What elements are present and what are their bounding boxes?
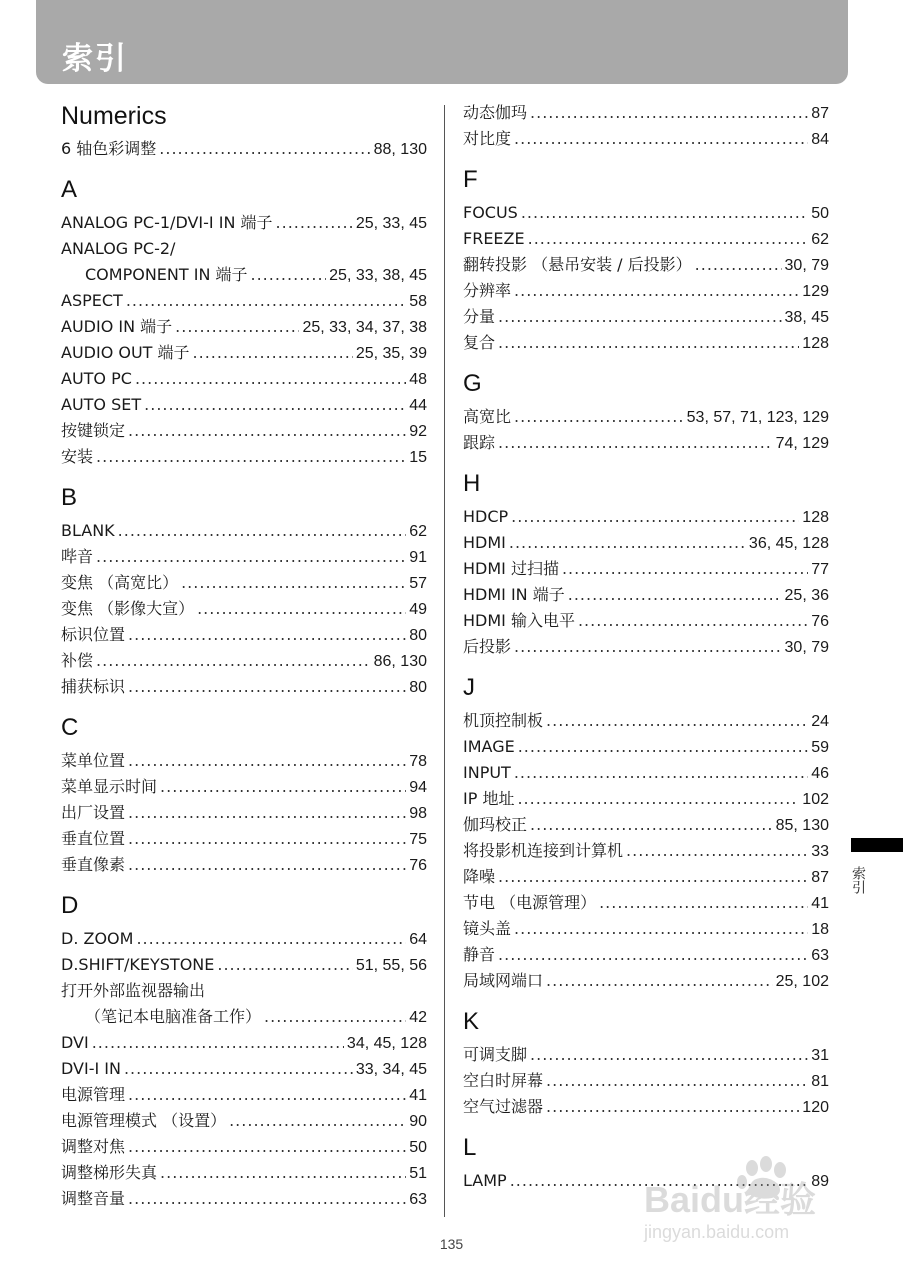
entry-pages: 94 [409,779,427,796]
index-entry [463,556,829,582]
entry-pages: 33, 34, 45 [355,1061,427,1078]
dot-leader [521,200,808,226]
entry-pages: 59 [811,739,829,756]
entry-label: HDCP [463,507,509,526]
dot-leader [128,1186,406,1212]
entry-pages: 49 [409,601,427,618]
entry-pages: 51 [409,1165,427,1182]
index-entry [463,708,829,734]
section-heading: L [463,1134,477,1161]
dot-leader [498,430,773,456]
dot-leader [546,708,808,734]
index-section [61,100,427,162]
entry-pages: 77 [811,561,829,578]
entry-label: 降噪 [463,867,496,886]
dot-leader [509,530,746,556]
index-entry [61,340,427,366]
dot-leader [96,444,406,470]
entry-label: FOCUS [463,203,518,222]
section-heading: Numerics [61,102,167,130]
entry-label: ANALOG PC-2/ [61,239,176,258]
index-entry [463,890,829,916]
entry-pages: 128 [802,509,829,526]
entry-pages: 36, 45, 128 [748,535,829,552]
index-entry [463,200,829,226]
dot-leader [498,942,808,968]
entry-label: AUTO SET [61,395,142,414]
index-column-right [463,100,829,1206]
index-entry [61,366,427,392]
index-entry [463,864,829,890]
page-title: 索引 [62,41,128,77]
entry-pages: 50 [811,205,829,222]
watermark-text: Baidu经验 [644,1179,817,1220]
dot-leader [514,634,782,660]
dot-leader [128,800,406,826]
index-entry [61,952,427,978]
section-heading: B [61,484,78,511]
index-entry [463,304,829,330]
entry-label: 菜单位置 [61,751,126,770]
index-entry [61,1108,427,1134]
entry-label: DVI [61,1033,89,1052]
index-entry [61,1160,427,1186]
entry-label: HDMI 过扫描 [463,559,559,578]
entry-pages: 33 [811,843,829,860]
dot-leader [128,1082,406,1108]
entry-pages: 44 [409,397,427,414]
index-entry [463,404,829,430]
baidu-watermark-logo [642,1150,862,1245]
entry-label: 空气过滤器 [463,1097,544,1116]
index-section [463,1006,829,1120]
index-column-left [61,100,427,1224]
entry-pages: 63 [409,1191,427,1208]
entry-pages: 41 [409,1087,427,1104]
entry-pages: 48 [409,371,427,388]
index-entry [463,278,829,304]
entry-label: 调整音量 [61,1189,126,1208]
entry-pages: 31 [811,1047,829,1064]
dot-leader [514,404,684,430]
dot-leader [264,1004,406,1030]
entry-pages: 38, 45 [784,309,829,326]
entry-label: 高宽比 [463,407,512,426]
entry-pages: 90 [409,1113,427,1130]
dot-leader [96,648,371,674]
index-entry [61,852,427,878]
dot-leader [562,556,808,582]
entry-pages: 30, 79 [784,257,829,274]
index-section [61,890,427,1212]
entry-label: 捕获标识 [61,677,126,696]
index-entry [463,734,829,760]
dot-leader [528,226,809,252]
dot-leader [517,786,799,812]
index-entry [463,916,829,942]
entry-label: 跟踪 [463,433,496,452]
index-entry [463,968,829,994]
section-heading: G [463,370,482,397]
entry-pages: 63 [811,947,829,964]
dot-leader [511,504,799,530]
index-entry [463,608,829,634]
entry-pages: 102 [802,791,829,808]
dot-leader [498,864,808,890]
dot-leader [599,890,808,916]
index-entry [61,978,427,1004]
dot-leader [276,210,353,236]
dot-leader [217,952,352,978]
index-entry [463,126,829,152]
entry-label: 按键锁定 [61,421,126,440]
entry-pages: 58 [409,293,427,310]
entry-pages: 53, 57, 71, 123, 129 [686,409,829,426]
index-entry [463,942,829,968]
entry-pages: 42 [409,1009,427,1026]
index-entry [61,236,427,262]
entry-label: IMAGE [463,737,515,756]
dot-leader [197,596,406,622]
index-entry [463,634,829,660]
entry-label: 分辨率 [463,281,512,300]
entry-label: 6 轴色彩调整 [61,139,157,158]
entry-label: FREEZE [463,229,525,248]
index-entry [463,226,829,252]
entry-label: INPUT [463,763,511,782]
index-entry [61,570,427,596]
entry-label: HDMI 输入电平 [463,611,575,630]
entry-pages: 62 [811,231,829,248]
entry-pages: 24 [811,713,829,730]
index-entry [61,518,427,544]
entry-pages: 80 [409,679,427,696]
index-entry [61,288,427,314]
index-entry [61,1056,427,1082]
entry-label: AUDIO IN 端子 [61,317,173,336]
section-heading: K [463,1008,480,1035]
page-number: 135 [439,1236,464,1252]
section-heading: D [61,892,79,919]
dot-leader [128,852,406,878]
entry-label: 节电 （电源管理） [463,893,597,912]
index-entry [61,800,427,826]
index-entry [463,1042,829,1068]
entry-pages: 75 [409,831,427,848]
entry-pages: 128 [802,335,829,352]
entry-label: 对比度 [463,129,512,148]
dot-leader [546,1094,799,1120]
index-entry [61,1030,427,1056]
entry-pages: 89 [811,1173,829,1190]
entry-pages: 25, 33, 38, 45 [329,267,427,284]
dot-leader [695,252,782,278]
index-entry [61,622,427,648]
index-entry [61,926,427,952]
section-heading: F [463,166,478,193]
dot-leader [128,826,406,852]
dot-leader [96,544,406,570]
section-heading: C [61,714,79,741]
index-entry [463,812,829,838]
entry-label: 静音 [463,945,496,964]
entry-pages: 64 [409,931,427,948]
entry-label: 空白时屏幕 [463,1071,544,1090]
entry-label: HDMI IN 端子 [463,585,565,604]
side-tab-label: 索引 [850,866,866,894]
entry-label: IP 地址 [463,789,515,808]
entry-label: 镜头盖 [463,919,512,938]
entry-label: 打开外部监视器输出 [61,981,206,1000]
entry-pages: 76 [811,613,829,630]
dot-leader [160,774,406,800]
entry-pages: 91 [409,549,427,566]
index-section [463,100,829,152]
dot-leader [514,760,808,786]
dot-leader [126,288,406,314]
entry-pages: 25, 102 [775,973,829,990]
index-entry [61,1082,427,1108]
entry-label: D.SHIFT/KEYSTONE [61,955,215,974]
dot-leader [546,1068,808,1094]
entry-pages: 87 [811,869,829,886]
entry-label: D. ZOOM [61,929,134,948]
entry-pages: 76 [409,857,427,874]
entry-label: DVI-I IN [61,1059,121,1078]
dot-leader [128,674,406,700]
index-entry [463,582,829,608]
entry-label: 复合 [463,333,496,352]
dot-leader [135,366,406,392]
dot-leader [128,418,406,444]
entry-pages: 34, 45, 128 [346,1035,427,1052]
entry-label: 变焦 （高宽比） [61,573,179,592]
dot-leader [92,1030,344,1056]
index-entry [61,674,427,700]
index-entry [61,826,427,852]
entry-pages: 85, 130 [775,817,829,834]
dot-leader [128,622,406,648]
entry-label: 哔音 [61,547,94,566]
dot-leader [193,340,353,366]
dot-leader [181,570,406,596]
index-entry [463,530,829,556]
index-section [61,712,427,878]
index-entry [463,430,829,456]
entry-label: 安装 [61,447,94,466]
column-divider [444,105,445,1217]
entry-label: AUTO PC [61,369,132,388]
entry-pages: 120 [802,1099,829,1116]
index-entry [463,252,829,278]
index-entry [463,1068,829,1094]
entry-pages: 62 [409,523,427,540]
dot-leader [498,330,799,356]
entry-label: 垂直像素 [61,855,126,874]
entry-label: 标识位置 [61,625,126,644]
section-heading: H [463,470,481,497]
entry-label: 局域网端口 [463,971,544,990]
dot-leader [546,968,773,994]
index-section [463,468,829,660]
dot-leader [498,304,782,330]
entry-pages: 25, 35, 39 [355,345,427,362]
entry-label: 后投影 [463,637,512,656]
dot-leader [128,1134,406,1160]
dot-leader [144,392,406,418]
index-entry [463,838,829,864]
index-entry [61,1004,427,1030]
index-entry [61,648,427,674]
entry-label: 变焦 （影像大宣） [61,599,195,618]
index-entry [61,210,427,236]
entry-pages: 92 [409,423,427,440]
entry-pages: 46 [811,765,829,782]
entry-pages: 30, 79 [784,639,829,656]
index-entry [463,504,829,530]
entry-pages: 57 [409,575,427,592]
entry-label: ASPECT [61,291,123,310]
dot-leader [159,136,370,162]
dot-leader [514,126,808,152]
index-entry [463,330,829,356]
index-section [463,368,829,456]
index-entry [61,136,427,162]
dot-leader [175,314,299,340]
entry-pages: 18 [811,921,829,938]
dot-leader [124,1056,353,1082]
side-tab-marker [851,838,903,852]
entry-pages: 25, 36 [784,587,829,604]
entry-label: AUDIO OUT 端子 [61,343,190,362]
entry-label: （笔记本电脑准备工作） [85,1007,262,1026]
entry-pages: 25, 33, 34, 37, 38 [302,319,427,336]
entry-pages: 86, 130 [373,653,427,670]
entry-label: 电源管理 [61,1085,126,1104]
entry-label: 出厂设置 [61,803,126,822]
dot-leader [514,916,808,942]
dot-leader [160,1160,406,1186]
dot-leader [514,278,799,304]
entry-label: 菜单显示时间 [61,777,158,796]
entry-pages: 50 [409,1139,427,1156]
entry-pages: 98 [409,805,427,822]
entry-label: 调整梯形失真 [61,1163,158,1182]
dot-leader [229,1108,406,1134]
index-entry [61,1134,427,1160]
index-entry [61,418,427,444]
index-section [61,482,427,700]
index-section [463,164,829,356]
dot-leader [518,734,809,760]
entry-pages: 87 [811,105,829,122]
entry-label: COMPONENT IN 端子 [85,265,248,284]
section-heading: J [463,674,475,701]
entry-pages: 129 [802,283,829,300]
header-bar [36,0,848,84]
entry-pages: 15 [409,449,427,466]
entry-label: 补偿 [61,651,94,670]
entry-pages: 80 [409,627,427,644]
entry-pages: 88, 130 [373,141,427,158]
dot-leader [128,748,406,774]
index-entry [463,786,829,812]
entry-label: 可调支脚 [463,1045,528,1064]
entry-label: 动态伽玛 [463,103,528,122]
index-section [61,174,427,470]
index-entry [61,444,427,470]
index-entry [463,100,829,126]
entry-label: HDMI [463,533,506,552]
entry-pages: 78 [409,753,427,770]
section-heading: A [61,176,78,203]
entry-pages: 41 [811,895,829,912]
dot-leader [530,812,773,838]
entry-pages: 84 [811,131,829,148]
entry-pages: 81 [811,1073,829,1090]
watermark-url: jingyan.baidu.com [644,1222,790,1242]
entry-label: 机顶控制板 [463,711,544,730]
dot-leader [578,608,808,634]
entry-label: 翻转投影 （悬吊安装 / 后投影） [463,255,692,274]
entry-label: BLANK [61,521,115,540]
entry-label: ANALOG PC-1/DVI-I IN 端子 [61,213,273,232]
entry-label: 分量 [463,307,496,326]
dot-leader [568,582,782,608]
index-entry [463,1094,829,1120]
entry-label: 调整对焦 [61,1137,126,1156]
index-entry [61,544,427,570]
index-entry [61,1186,427,1212]
entry-pages: 25, 33, 45 [355,215,427,232]
index-entry [61,392,427,418]
index-entry [61,314,427,340]
dot-leader [251,262,327,288]
dot-leader [626,838,808,864]
dot-leader [136,926,406,952]
index-entry [61,596,427,622]
index-entry [61,748,427,774]
index-entry [463,760,829,786]
dot-leader [530,100,808,126]
dot-leader [530,1042,808,1068]
entry-label: 伽玛校正 [463,815,528,834]
entry-label: 垂直位置 [61,829,126,848]
entry-label: 将投影机连接到计算机 [463,841,624,860]
index-entry [61,774,427,800]
entry-pages: 51, 55, 56 [355,957,427,974]
entry-label: LAMP [463,1171,507,1190]
entry-pages: 74, 129 [775,435,829,452]
index-section [463,672,829,994]
dot-leader [118,518,407,544]
entry-label: 电源管理模式 （设置） [61,1111,227,1130]
index-entry [61,262,427,288]
